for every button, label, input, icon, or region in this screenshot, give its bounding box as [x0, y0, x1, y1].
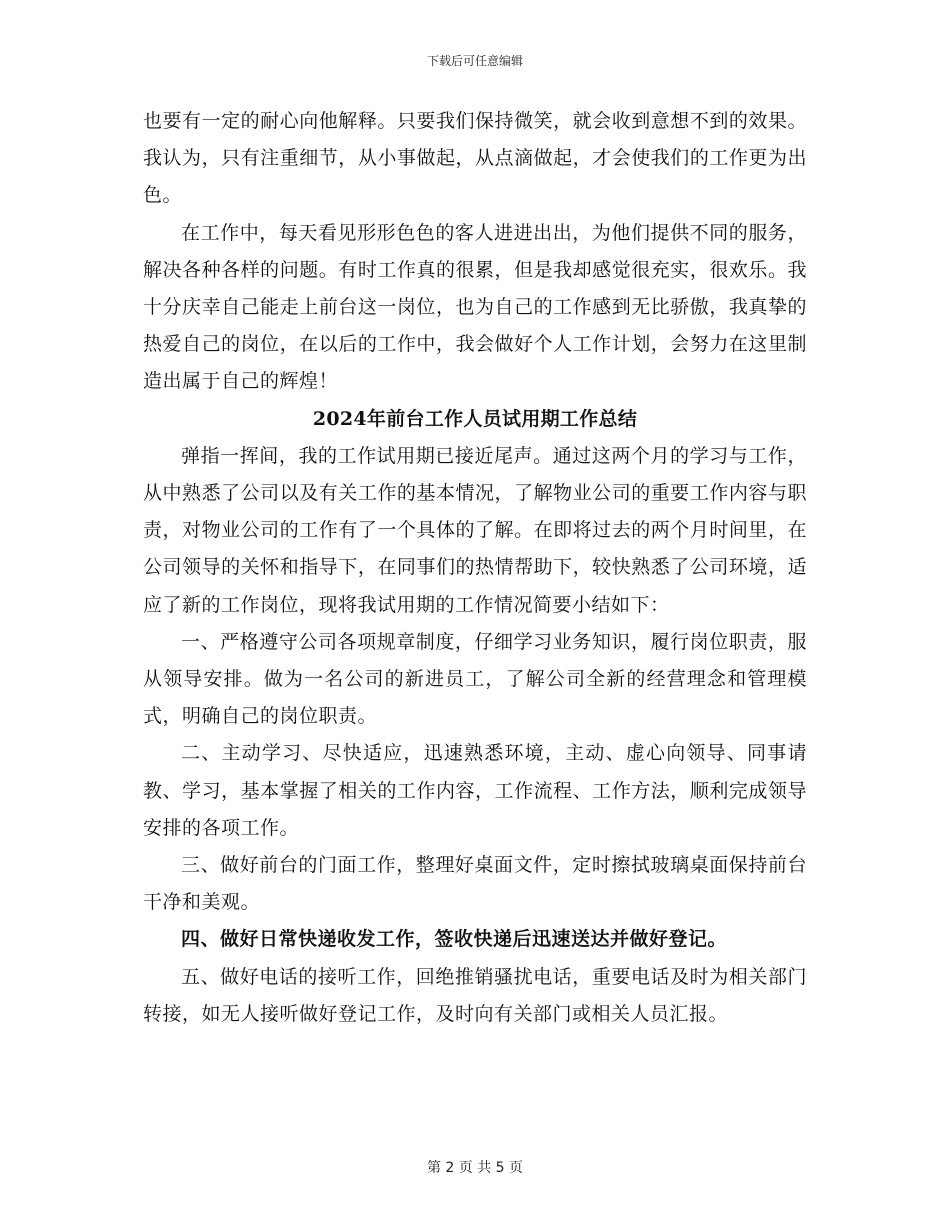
page-number: 第 2 页 共 5 页 [426, 1160, 524, 1176]
paragraph-continuation: 也要有一定的耐心向他解释。只要我们保持微笑，就会收到意想不到的效果。我认为，只有注重细节，从小事做起，从点滴做起，才会使我们的工作更为出色。 [143, 110, 807, 207]
paragraph-item-4: 四、做好日常快递收发工作，签收快递后迅速送达并做好登记。 [181, 928, 728, 951]
page-header: 下载后可任意编辑 [426, 54, 523, 68]
paragraph-intro: 弹指一挥间，我的工作试用期已接近尾声。通过这两个月的学习与工作，从中熟悉了公司以及有关工作的基本情况，了解物业公司的重要工作内容与职责，对物业公司的工作有了一个具体的了解。在即将过去的两个月时间里，在公司领导的关怀和指导下，在同事们的热情帮助下，较快熟悉了公司环境，适应了新的工作岗位，现将我试用期的工作情况简要小结如下： [143, 444, 807, 616]
paragraph-item-5: 五、做好电话的接听工作，回绝推销骚扰电话，重要电话及时为相关部门转接，如无人接听做好登记工作，及时向有关部门或相关人员汇报。 [143, 965, 807, 1025]
paragraph-item-1: 一、严格遵守公司各项规章制度，仔细学习业务知识，履行岗位职责，服从领导安排。做为一名公司的新进员工，了解公司全新的经营理念和管理模式，明确自己的岗位职责。 [143, 630, 807, 728]
document-body [143, 103, 807, 1033]
paragraph-work-feelings: 在工作中，每天看见形形色色的客人进进出出，为他们提供不同的服务，解决各种各样的问题。有时工作真的很累，但是我却感觉很充实，很欢乐。我十分庆幸自己能走上前台这一岗位，也为自己的工作感到无比骄傲，我真挚的热爱自己的岗位，在以后的工作中，我会做好个人工作计划，会努力在这里制造出属于自己的辉煌！ [143, 221, 807, 393]
paragraph-item-2: 二、主动学习、尽快适应，迅速熟悉环境，主动、虚心向领导、同事请教、学习，基本掌握了相关的工作内容，工作流程、工作方法，顺利完成领导安排的各项工作。 [143, 742, 807, 839]
section-title: 2024年前台工作人员试用期工作总结 [312, 407, 638, 430]
paragraph-item-3: 三、做好前台的门面工作，整理好桌面文件，定时擦拭玻璃桌面保持前台干净和美观。 [143, 854, 807, 914]
